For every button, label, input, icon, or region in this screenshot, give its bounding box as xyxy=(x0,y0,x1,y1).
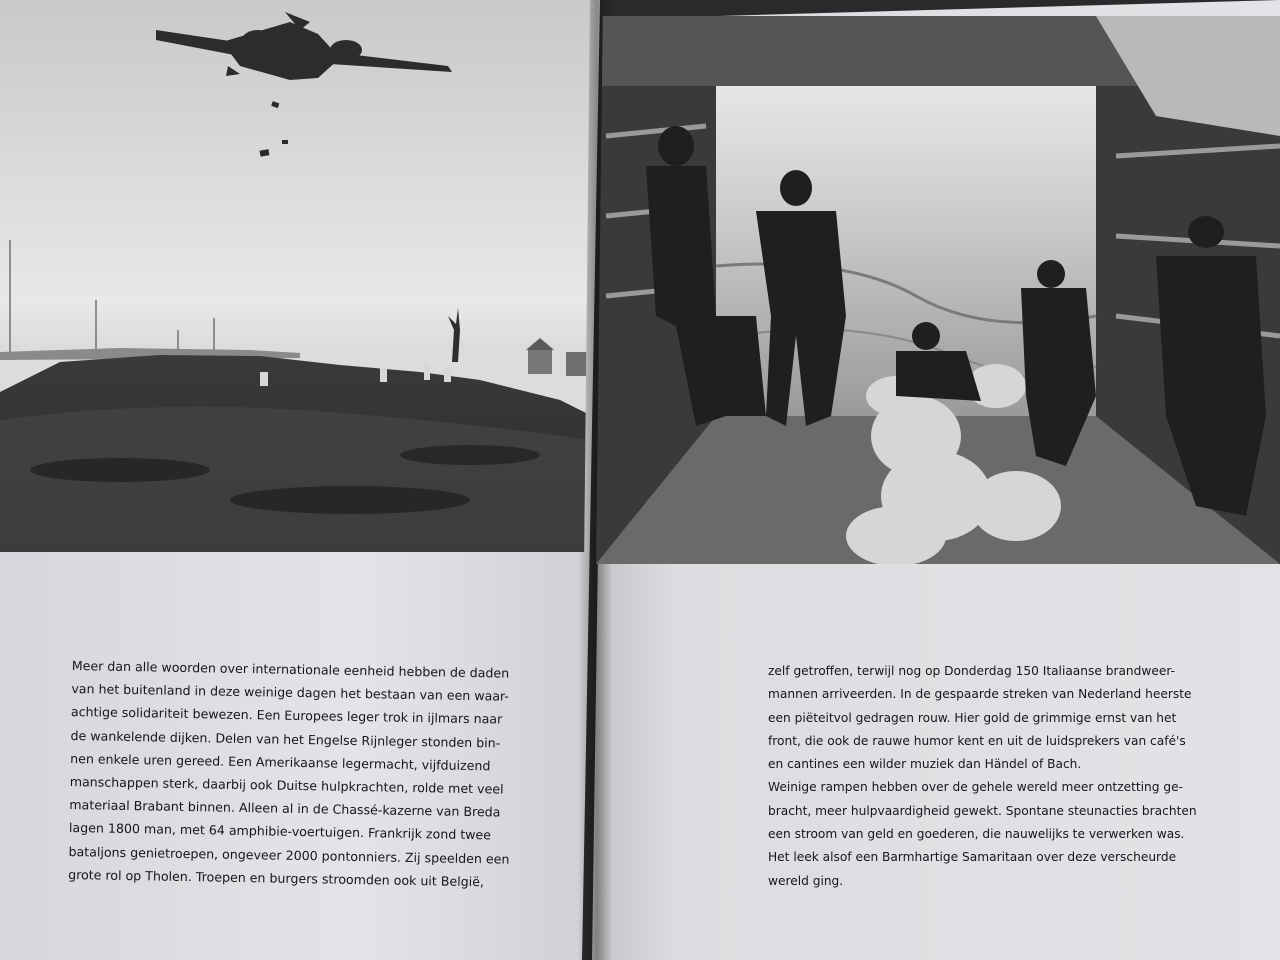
text-line: bataljons genietroepen, ongeveer 2000 pontonniers. Zij speelden een xyxy=(68,843,510,867)
right-page-paragraph xyxy=(768,660,1197,893)
text-line: van het buitenland in deze weinige dagen het bestaan van een waar- xyxy=(71,681,510,704)
text-line: manschappen sterk, daarbij ook Duitse hulpkrachten, rolde met veel xyxy=(69,773,504,797)
text-line: lagen 1800 man, met 64 amphibie-voertuigen. Frankrijk zond twee xyxy=(68,820,492,843)
photo-aircraft-over-dike xyxy=(0,0,590,552)
text-line: Meer dan alle woorden over internationale eenheid hebben de daden xyxy=(71,657,510,681)
text-line: Het leek alsof een Barmhartige Samaritaan over deze verscheurde xyxy=(768,850,1177,865)
text-line: bracht, meer hulpvaardigheid gewekt. Spontane steunacties brachten xyxy=(768,803,1197,818)
text-line: Weinige rampen hebben over de gehele wereld meer ontzetting ge- xyxy=(768,780,1184,795)
text-line: grote rol op Tholen. Troepen en burgers stroomden ook uit België, xyxy=(68,866,485,890)
text-line: materiaal Brabant binnen. Alleen al in de Chassé-kazerne van Breda xyxy=(69,797,501,820)
text-line: een stroom van geld en goederen, die nauwelijks te verwerken was. xyxy=(768,827,1185,842)
photo-crew-in-aircraft xyxy=(596,16,1280,564)
text-line: een piëteitvol gedragen rouw. Hier gold de grimmige ernst van het xyxy=(768,710,1177,725)
text-line: de wankelende dijken. Delen van het Engelse Rijnleger stonden bin- xyxy=(70,727,501,751)
text-line: achtige solidariteit bewezen. Een Europees leger trok in ijlmars naar xyxy=(70,704,503,727)
text-line: zelf getroffen, terwijl nog op Donderdag 150 Italiaanse brandweer- xyxy=(768,664,1175,678)
text-line: front, die ook de rauwe humor kent en uit de luidsprekers van café's xyxy=(768,733,1186,748)
text-line: mannen arriveerden. In de gespaarde streken van Nederland heerste xyxy=(768,687,1192,702)
text-line: nen enkele uren gereed. Een Amerikaanse legermacht, vijfduizend xyxy=(70,750,491,774)
text-line: wereld ging. xyxy=(768,873,844,888)
text-line: en cantines een wilder muziek dan Händel of Bach. xyxy=(768,757,1082,772)
left-page-paragraph xyxy=(68,654,513,894)
